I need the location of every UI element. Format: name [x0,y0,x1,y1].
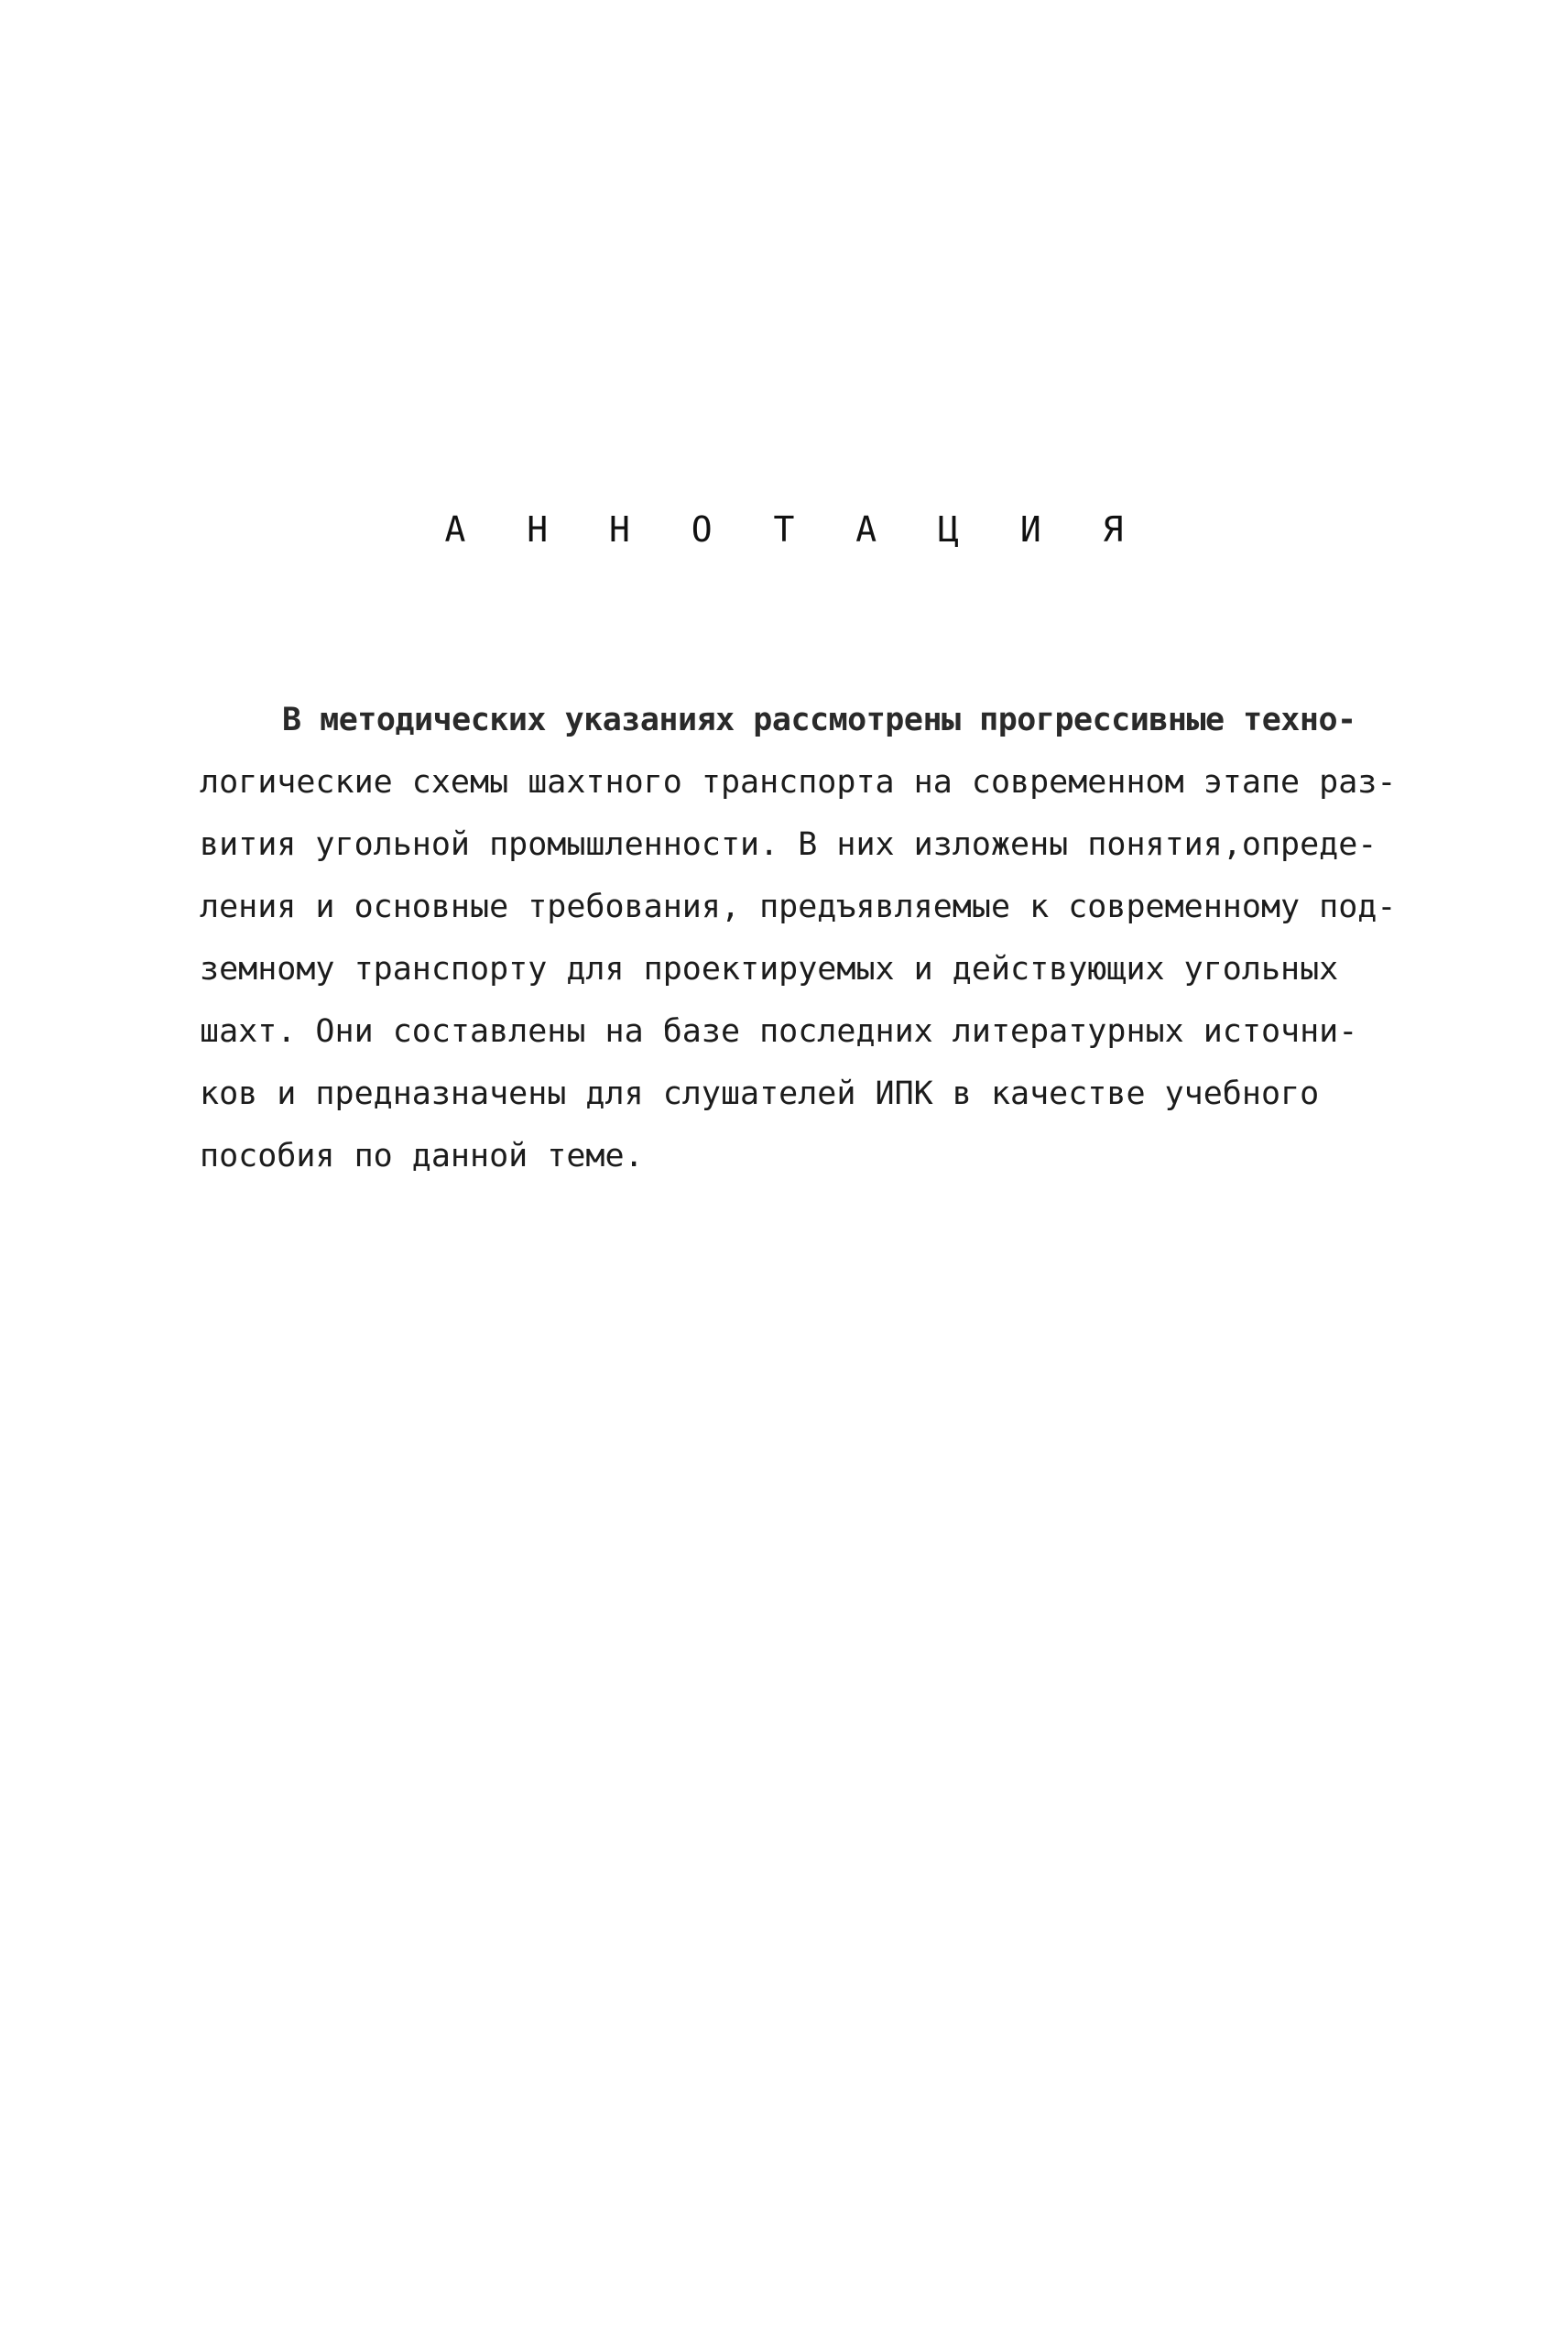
paragraph-line: В методических указаниях рассмотрены прогрессивные техно- [282,702,1356,738]
paragraph-line: ления и основные требования, предъявляемые к современному под- [200,889,1397,925]
paragraph-line: земному транспорту для проектируемых и действующих угольных [200,951,1339,988]
annotation-paragraph [200,689,1445,1187]
paragraph-line: шахт. Они составлены на базе последних литературных источни- [200,1013,1358,1050]
page-title: А Н Н О Т А Ц И Я [444,509,1144,550]
paragraph-line: вития угольной промышленности. В них изложены понятия,опреде- [200,826,1377,863]
paragraph-line: пособия по данной теме. [200,1138,644,1174]
paragraph-line: ков и предназначены для слушателей ИПК в качестве учебного [200,1076,1320,1112]
paragraph-line: логические схемы шахтного транспорта на современном этапе раз- [200,764,1397,801]
